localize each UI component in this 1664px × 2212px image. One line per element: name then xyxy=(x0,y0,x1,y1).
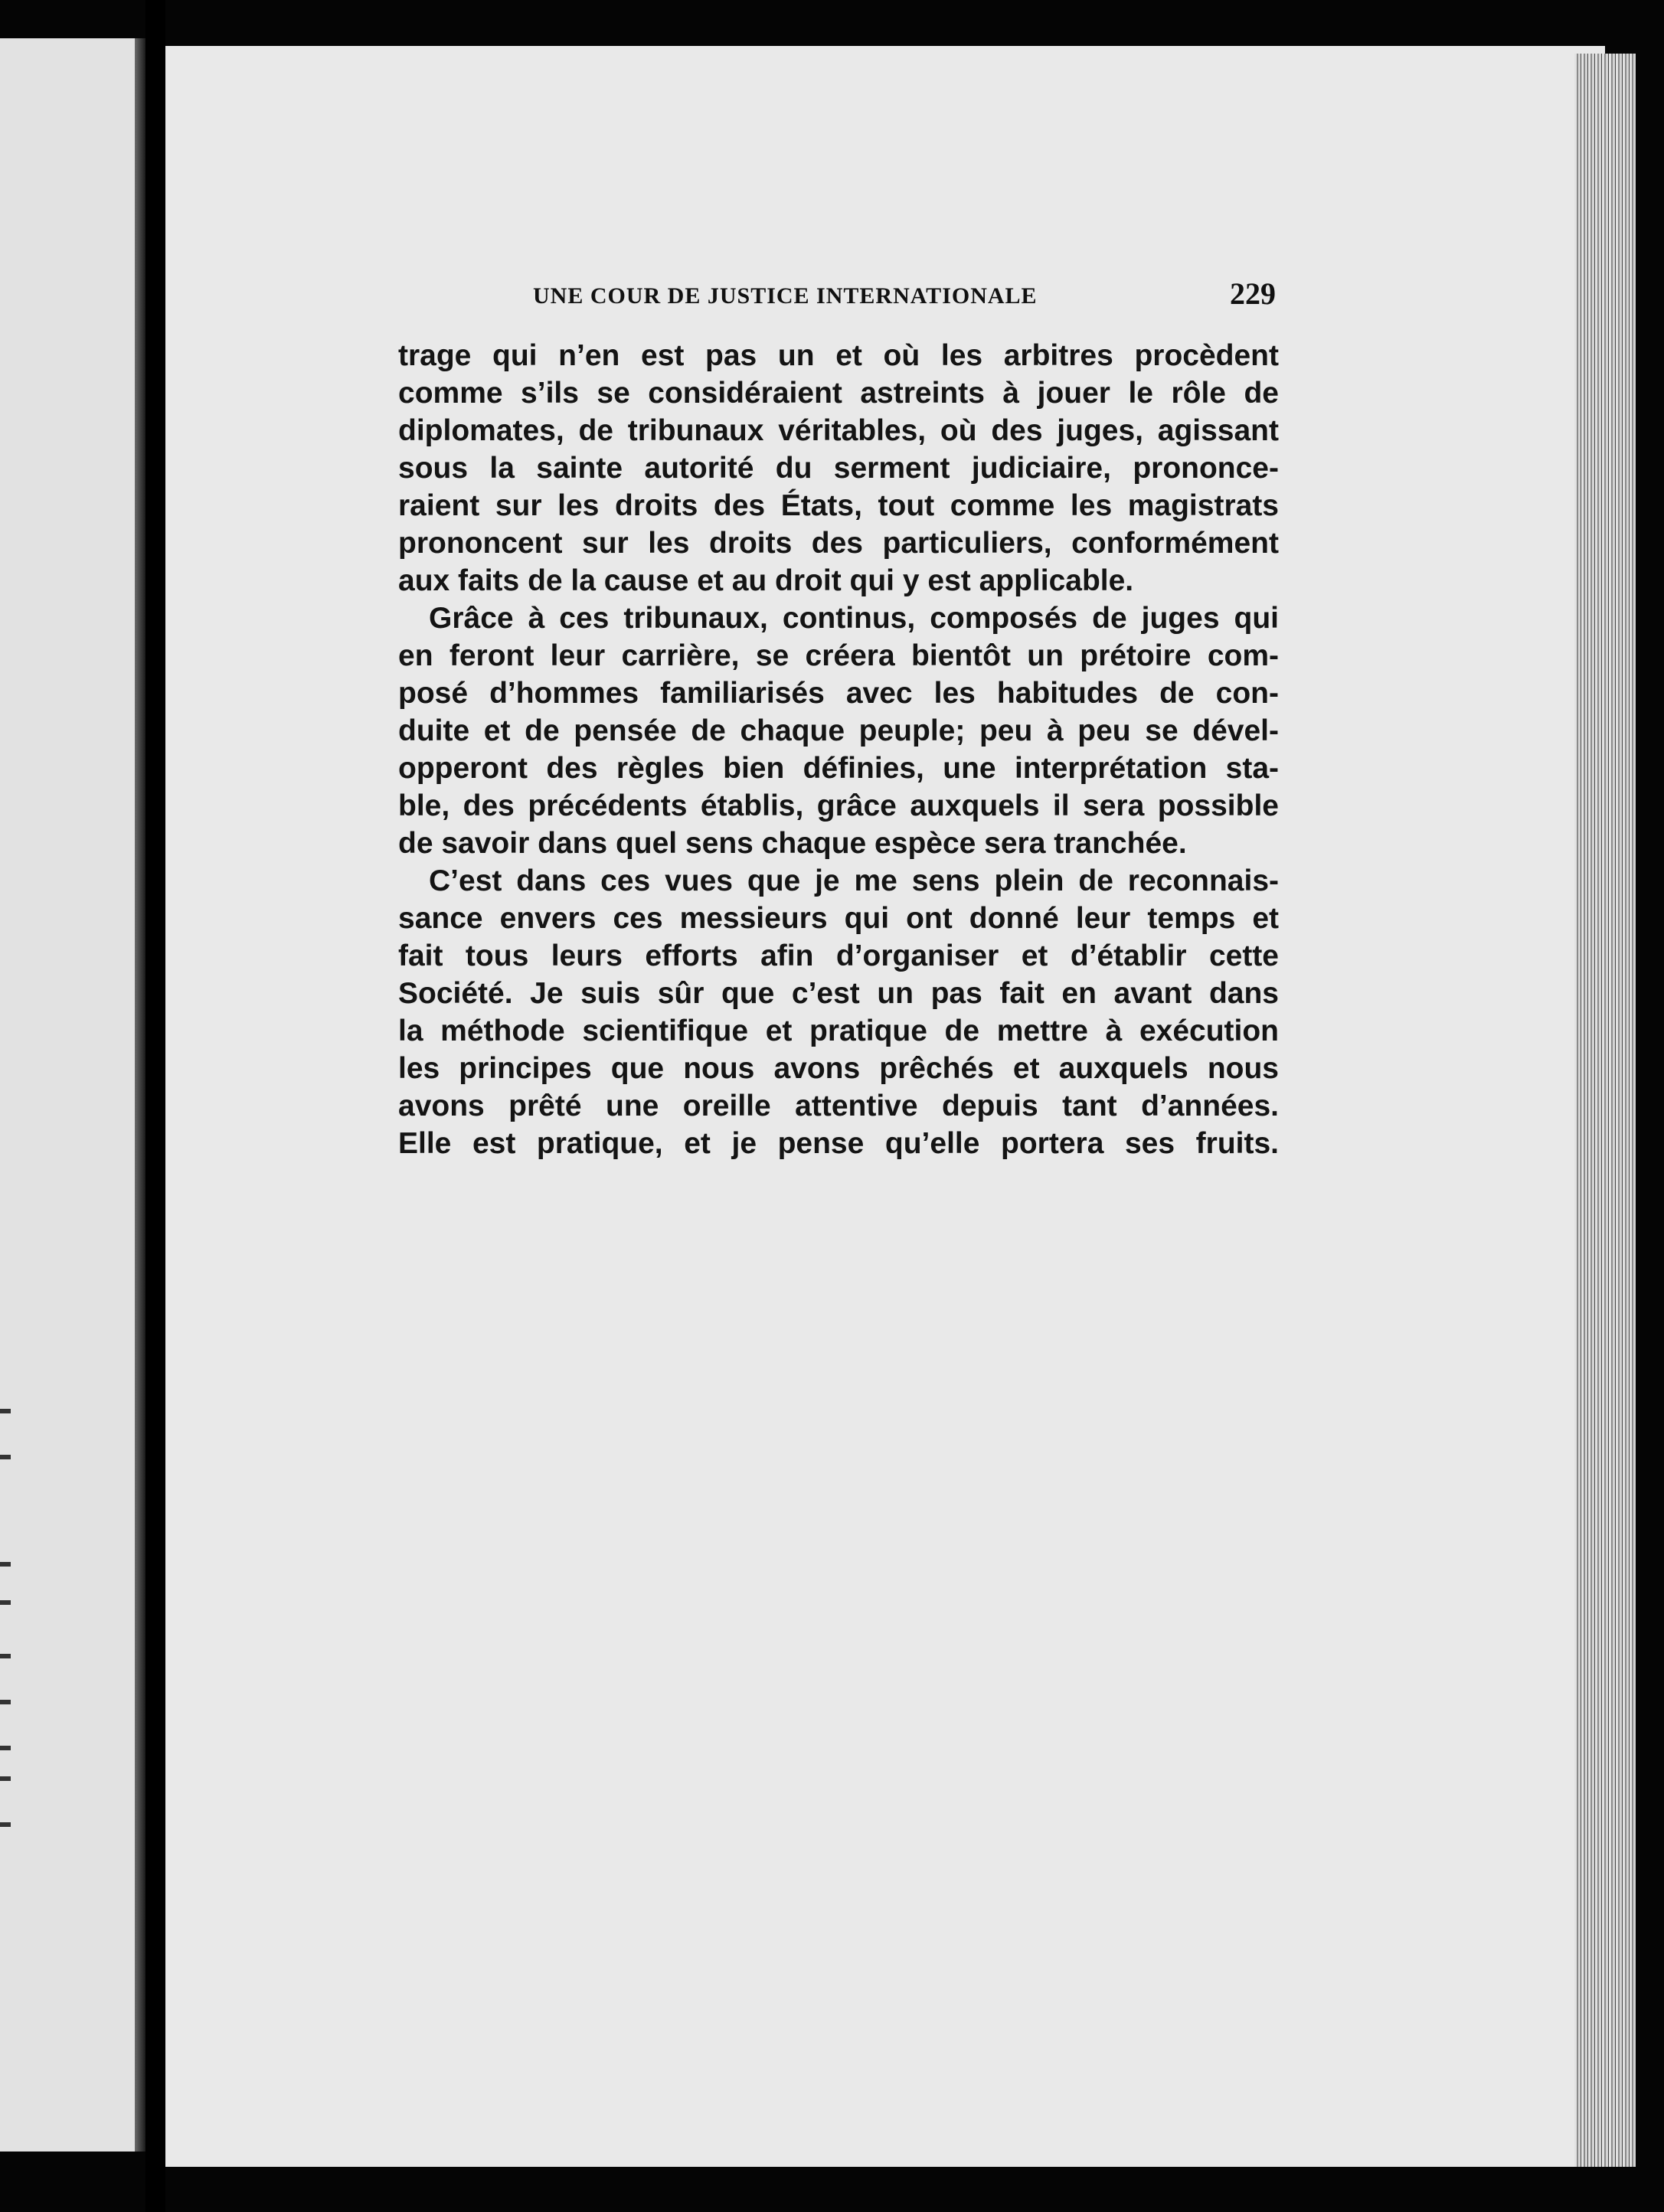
text-line: duite et de pensée de chaque peuple; peu à peu se dével- xyxy=(398,714,1279,747)
left-page-mark xyxy=(0,1409,11,1413)
left-page-mark xyxy=(0,1654,11,1658)
running-head: UNE COUR DE JUSTICE INTERNATIONALE xyxy=(533,283,1038,309)
text-line: C’est dans ces vues que je me sens plein de reconnais- xyxy=(429,864,1279,897)
left-page-mark xyxy=(0,1600,11,1605)
left-page-mark xyxy=(0,1455,11,1459)
text-line: Société. Je suis sûr que c’est un pas fait en avant dans xyxy=(398,977,1279,1010)
text-line: aux faits de la cause et au droit qui y est applicable. xyxy=(398,564,1134,597)
text-line: les principes que nous avons prêchés et auxquels nous xyxy=(398,1052,1279,1085)
text-line: ble, des précédents établis, grâce auxquels il sera possible xyxy=(398,789,1279,822)
text-line: posé d’hommes familiarisés avec les habitudes de con- xyxy=(398,677,1279,710)
text-line: en feront leur carrière, se créera bientôt un prétoire com- xyxy=(398,639,1279,672)
text-line: diplomates, de tribunaux véritables, où des juges, agissant xyxy=(398,414,1279,447)
left-page-edge xyxy=(0,38,145,2152)
text-line: avons prêté une oreille attentive depuis tant d’années. xyxy=(398,1090,1279,1122)
text-line: fait tous leurs efforts afin d’organiser et d’établir cette xyxy=(398,939,1279,972)
text-line: raient sur les droits des États, tout comme les magistrats xyxy=(398,489,1279,522)
left-page-mark xyxy=(0,1822,11,1827)
text-line: comme s’ils se considéraient astreints à jouer le rôle de xyxy=(398,377,1279,410)
text-line: sance envers ces messieurs qui ont donné leur temps et xyxy=(398,902,1279,935)
page-edges xyxy=(1574,54,1636,2167)
text-line: sous la sainte autorité du serment judiciaire, prononce- xyxy=(398,452,1279,485)
left-page-mark xyxy=(0,1776,11,1781)
text-line: trage qui n’en est pas un et où les arbitres procèdent xyxy=(398,339,1279,372)
text-line: Grâce à ces tribunaux, continus, composés de juges qui xyxy=(429,602,1279,635)
left-page-mark xyxy=(0,1746,11,1750)
gutter-shadow xyxy=(145,0,165,2212)
left-page-mark xyxy=(0,1700,11,1704)
book-spine-shadow xyxy=(135,38,145,2152)
page-number: 229 xyxy=(1230,276,1276,311)
text-line: la méthode scientifique et pratique de mettre à exécution xyxy=(398,1015,1279,1047)
text-line: prononcent sur les droits des particuliers, conformément xyxy=(398,527,1279,560)
text-line: opperont des règles bien définies, une interprétation sta- xyxy=(398,752,1279,785)
text-line: de savoir dans quel sens chaque espèce sera tranchée. xyxy=(398,827,1187,860)
text-line: Elle est pratique, et je pense qu’elle portera ses fruits. xyxy=(398,1127,1279,1160)
left-page-mark xyxy=(0,1562,11,1567)
body-text xyxy=(398,337,1279,1162)
